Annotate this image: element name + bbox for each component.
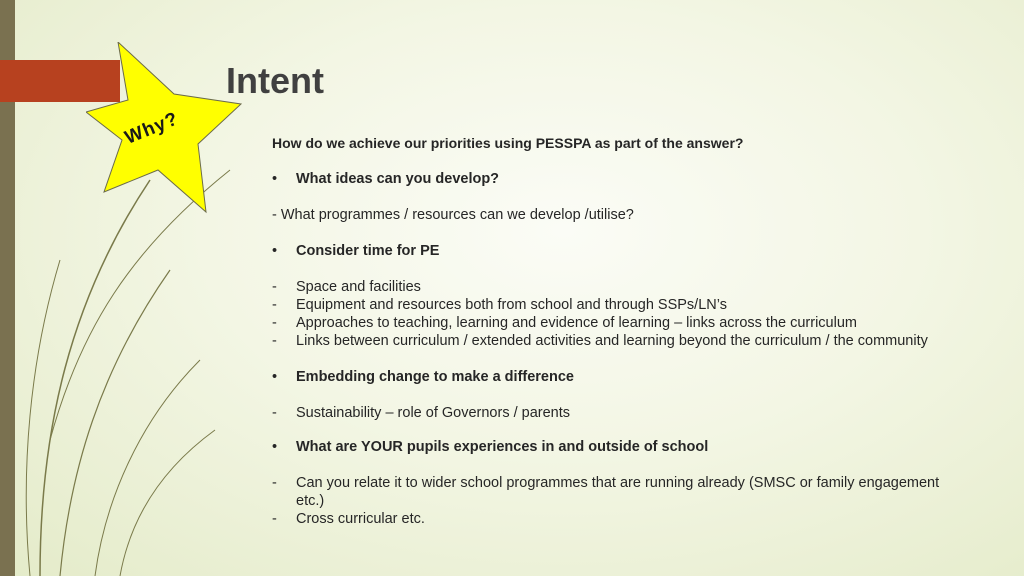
list-item	[272, 296, 952, 314]
dash-mark: -	[272, 511, 277, 527]
list-item	[272, 314, 952, 332]
list-item-text: Space and facilities	[296, 279, 421, 295]
bullet-mark: •	[272, 243, 278, 259]
bullet-mark: •	[272, 439, 278, 455]
list-item-text: Can you relate it to wider school programmes that are running already (SMSC or family engagement etc.)	[296, 475, 940, 509]
bullet-mark: •	[272, 369, 278, 385]
page-title: Intent	[226, 60, 324, 101]
section-heading-ideas	[272, 170, 952, 188]
bullet-mark: •	[272, 171, 278, 187]
section-heading-time	[272, 242, 952, 260]
dash-mark: -	[272, 279, 277, 295]
section-heading-text: Consider time for PE	[296, 243, 440, 259]
dash-mark: -	[272, 475, 277, 491]
section-heading-text: Embedding change to make a difference	[296, 369, 574, 385]
dash-mark: -	[272, 315, 277, 331]
dash-mark: -	[272, 405, 277, 421]
list-item	[272, 474, 952, 510]
dash-mark: -	[272, 333, 277, 349]
section-heading-pupils	[272, 438, 952, 456]
section-heading-embedding	[272, 368, 952, 386]
intro-question: How do we achieve our priorities using PESSPA as part of the answer?	[272, 135, 744, 151]
list-item-text: Approaches to teaching, learning and evidence of learning – links across the curriculum	[296, 315, 857, 331]
list-item-text: Equipment and resources both from school and through SSPs/LN’s	[296, 297, 727, 313]
section-heading-text: What are YOUR pupils experiences in and outside of school	[296, 439, 709, 455]
list-item	[272, 404, 952, 422]
list-item-text: Links between curriculum / extended activities and learning beyond the curriculum / the community	[296, 333, 928, 349]
list-item	[272, 278, 952, 296]
content-body	[272, 134, 952, 528]
star-label: Why?	[122, 108, 182, 149]
list-item-text: Sustainability – role of Governors / parents	[296, 405, 571, 421]
list-item	[272, 510, 952, 528]
list-item	[272, 332, 952, 350]
programmes-line: - What programmes / resources can we develop /utilise?	[272, 207, 634, 223]
list-item-text: Cross curricular etc.	[296, 511, 425, 527]
dash-mark: -	[272, 297, 277, 313]
section-heading-text: What ideas can you develop?	[296, 171, 500, 187]
